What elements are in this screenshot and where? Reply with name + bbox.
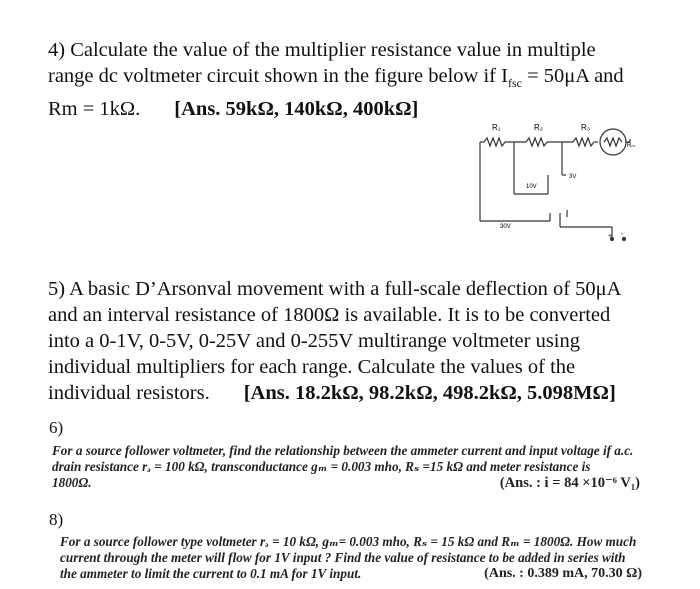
label-30v: 30V bbox=[500, 224, 511, 230]
q4-line-1: 4) Calculate the value of the multiplier resistance value in multiple bbox=[48, 39, 596, 61]
terminal-plus: + bbox=[608, 233, 613, 240]
question-6 bbox=[52, 443, 642, 491]
question-8 bbox=[60, 534, 642, 582]
q8-line-1 bbox=[60, 534, 642, 550]
q4-line-2-end: = 50μA and bbox=[521, 65, 624, 87]
label-10v: 10V bbox=[526, 184, 537, 190]
q4-line-2 bbox=[48, 63, 658, 96]
label-r3: R₃ bbox=[581, 123, 591, 132]
q4-line-2-text: range dc voltmeter circuit shown in the figure below if I bbox=[48, 65, 508, 87]
q5-line-2: and an interval resistance of 1800Ω is available. It is to be converted bbox=[48, 304, 611, 326]
meter-symbol bbox=[600, 129, 626, 155]
q4-given: Rm = 1kΩ. bbox=[48, 98, 141, 121]
terminal-minus: - bbox=[621, 231, 624, 238]
q5-line-3: into a 0-1V, 0-5V, 0-25V and 0-255V multirange voltmeter using bbox=[48, 330, 580, 352]
q5-answer: [Ans. 18.2kΩ, 98.2kΩ, 498.2kΩ, 5.098MΩ] bbox=[243, 382, 616, 404]
q8-line-1-text: For a source follower type voltmeter rₔ = 10 kΩ, gₘ= 0.003 mho, Rₛ = 15 kΩ and Rₘ = 1800Ω. How much bbox=[60, 534, 637, 549]
q8-line-2 bbox=[60, 550, 642, 566]
q6-line-2 bbox=[52, 459, 642, 475]
label-rm: Rₘ bbox=[627, 143, 636, 149]
q8-line-3-text: the ammeter to limit the current to 0.1 mA for 1V input. bbox=[60, 566, 362, 581]
q8-number: 8) bbox=[49, 510, 64, 529]
voltmeter-circuit-diagram bbox=[470, 115, 670, 250]
q6-line-3-text: 1800Ω. bbox=[52, 475, 92, 490]
q6-line-1-text: For a source follower voltmeter, find the relationship between the ammeter current and input voltage if a.c. bbox=[52, 443, 634, 458]
q6-line-1 bbox=[52, 443, 642, 459]
q5-line-5 bbox=[48, 380, 668, 406]
q8-line-2-text: current through the meter will flow for 1V input ? Find the value of resistance to be added in series with bbox=[60, 550, 626, 565]
q6-number: 6) bbox=[49, 418, 64, 437]
q6-line-2-text: drain resistance rₔ = 100 kΩ, transconductance gₘ = 0.003 mho, Rₛ =15 kΩ and meter resistance is bbox=[52, 459, 591, 474]
q4-subscript: fsc bbox=[507, 76, 522, 91]
resistor-r3 bbox=[573, 138, 594, 146]
resistor-r2 bbox=[526, 138, 547, 146]
q5-line-5-text: individual resistors. bbox=[48, 382, 210, 404]
question-4 bbox=[48, 37, 658, 122]
q5-line-4: individual multipliers for each range. Calculate the values of the bbox=[48, 356, 576, 378]
label-r1: R₁ bbox=[492, 123, 501, 132]
label-r2: R₂ bbox=[534, 123, 543, 132]
q6-answer: (Ans. : i = 84 ×10⁻⁶ V₁) bbox=[499, 475, 640, 491]
q8-answer: (Ans. : 0.389 mA, 70.30 Ω) bbox=[484, 566, 642, 581]
resistor-r1 bbox=[484, 138, 505, 146]
q6-line-3 bbox=[52, 475, 642, 491]
q5-line-1: 5) A basic D’Arsonval movement with a full-scale deflection of 50μA bbox=[48, 278, 622, 300]
question-5 bbox=[48, 276, 668, 406]
q8-line-3 bbox=[60, 566, 642, 582]
label-3v: 3V bbox=[569, 174, 577, 180]
q4-answer: [Ans. 59kΩ, 140kΩ, 400kΩ] bbox=[174, 98, 419, 121]
